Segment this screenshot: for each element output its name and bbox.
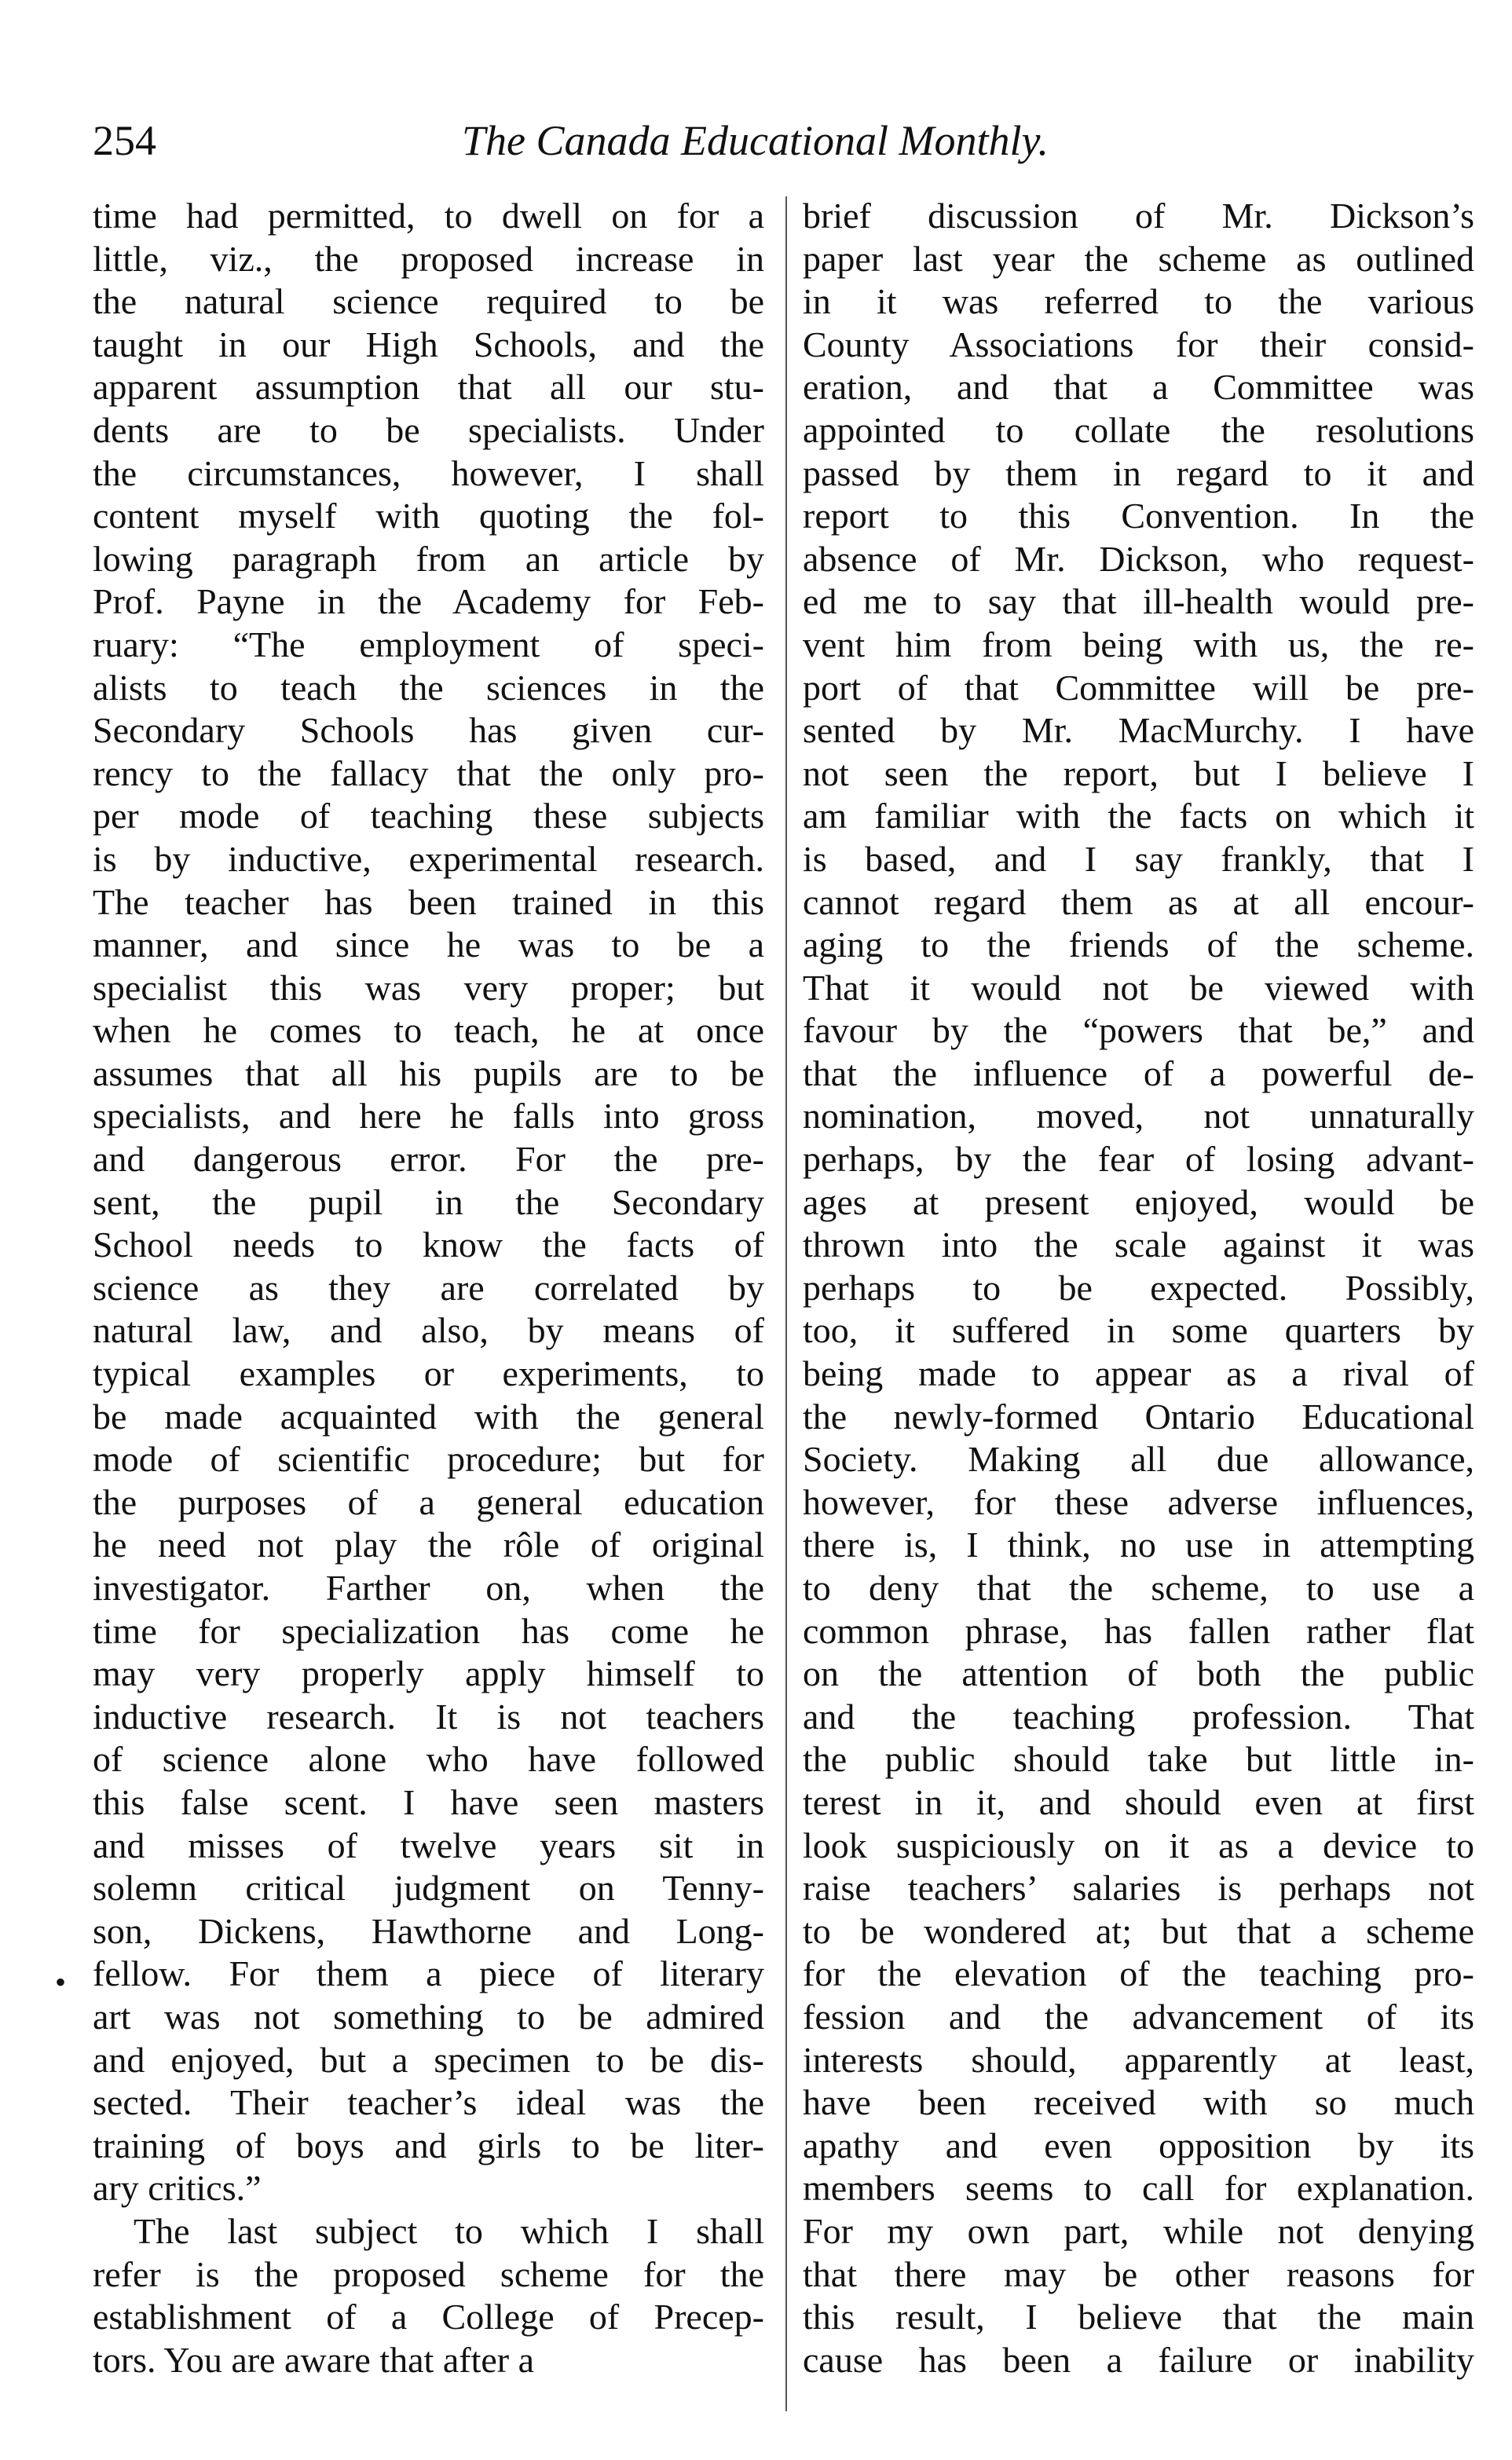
text-line: mode of scientific procedure; but for	[93, 1439, 764, 1480]
text-line: vent him from being with us, the re-	[803, 624, 1474, 664]
text-line: For my own part, while not denying	[803, 2210, 1474, 2251]
text-line: fession and the advancement of its	[803, 1996, 1474, 2037]
text-line: time for specialization has come he	[93, 1610, 764, 1651]
text-line: the public should take but little in-	[803, 1739, 1474, 1780]
text-line: natural law, and also, by means of	[93, 1310, 764, 1351]
text-line: perhaps to be expected. Possibly,	[803, 1267, 1474, 1308]
text-line: time had permitted, to dwell on for a	[93, 196, 764, 236]
text-line: of science alone who have followed	[93, 1739, 764, 1780]
text-line: apparent assumption that all our stu-	[93, 367, 764, 408]
text-line: have been received with so much	[803, 2082, 1474, 2123]
text-line: too, it suffered in some quarters by	[803, 1310, 1474, 1351]
text-line: is by inductive, experimental research.	[93, 838, 764, 879]
text-line: eration, and that a Committee was	[803, 367, 1474, 408]
text-line: to be wondered at; but that a scheme	[803, 1910, 1474, 1951]
text-line: this result, I believe that the main	[803, 2297, 1474, 2337]
text-line: per mode of teaching these subjects	[93, 796, 764, 836]
text-line: science as they are correlated by	[93, 1267, 764, 1308]
text-line: Society. Making all due allowance,	[803, 1439, 1474, 1480]
text-line: typical examples or experiments, to	[93, 1353, 764, 1394]
text-line: common phrase, has fallen rather flat	[803, 1610, 1474, 1651]
page-number: 254	[93, 117, 156, 164]
text-line: inductive research. It is not teachers	[93, 1696, 764, 1737]
text-line: the newly-formed Ontario Educational	[803, 1396, 1474, 1437]
text-line: that the influence of a powerful de-	[803, 1052, 1474, 1093]
text-line: alists to teach the sciences in the	[93, 667, 764, 708]
text-line: apathy and even opposition by its	[803, 2125, 1474, 2165]
text-line: in it was referred to the various	[803, 281, 1474, 322]
text-line: appointed to collate the resolutions	[803, 409, 1474, 450]
text-line: the natural science required to be	[93, 281, 764, 322]
text-line: ages at present enjoyed, would be	[803, 1181, 1474, 1222]
text-line: specialists, and here he falls into gross	[93, 1096, 764, 1137]
text-line: fellow. For them a piece of literary	[93, 1953, 764, 1994]
text-line: to deny that the scheme, to use a	[803, 1568, 1474, 1608]
text-line: That it would not be viewed with	[803, 967, 1474, 1008]
text-line: training of boys and girls to be liter-	[93, 2125, 764, 2165]
text-line: solemn critical judgment on Tenny-	[93, 1868, 764, 1909]
text-line: am familiar with the facts on which it	[803, 796, 1474, 836]
text-line: terest in it, and should even at first	[803, 1781, 1474, 1822]
margin-mark: •	[55, 1964, 67, 2000]
text-line: paper last year the scheme as outlined	[803, 238, 1474, 279]
text-line: this false scent. I have seen masters	[93, 1781, 764, 1822]
text-line: members seems to call for explanation.	[803, 2168, 1474, 2209]
text-line: cannot regard them as at all encour-	[803, 881, 1474, 922]
text-line: investigator. Farther on, when the	[93, 1568, 764, 1608]
text-line: and dangerous error. For the pre-	[93, 1139, 764, 1180]
text-line: and enjoyed, but a specimen to be dis-	[93, 2039, 764, 2080]
text-line: refer is the proposed scheme for the	[93, 2253, 764, 2294]
text-line: for the elevation of the teaching pro-	[803, 1953, 1474, 1994]
text-line: Secondary Schools has given cur-	[93, 710, 764, 751]
text-line: nomination, moved, not unnaturally	[803, 1096, 1474, 1137]
text-line: he need not play the rôle of original	[93, 1525, 764, 1565]
text-line: The teacher has been trained in this	[93, 881, 764, 922]
text-line: thrown into the scale against it was	[803, 1225, 1474, 1265]
text-line: when he comes to teach, he at once	[93, 1010, 764, 1051]
text-line: interests should, apparently at least,	[803, 2039, 1474, 2080]
text-line: School needs to know the facts of	[93, 1225, 764, 1265]
text-line: passed by them in regard to it and	[803, 452, 1474, 493]
text-line: sected. Their teacher’s ideal was the	[93, 2082, 764, 2123]
text-line: little, viz., the proposed increase in	[93, 238, 764, 279]
text-line: lowing paragraph from an article by	[93, 538, 764, 579]
text-line: son, Dickens, Hawthorne and Long-	[93, 1910, 764, 1951]
text-line: content myself with quoting the fol-	[93, 496, 764, 536]
text-line: Prof. Payne in the Academy for Feb-	[93, 581, 764, 622]
text-line: absence of Mr. Dickson, who request-	[803, 538, 1474, 579]
text-line: taught in our High Schools, and the	[93, 324, 764, 364]
text-line: specialist this was very proper; but	[93, 967, 764, 1008]
text-line: and the teaching profession. That	[803, 1696, 1474, 1737]
text-line: the circumstances, however, I shall	[93, 452, 764, 493]
text-line: there is, I think, no use in attempting	[803, 1525, 1474, 1565]
page-header	[93, 116, 1418, 179]
text-line: raise teachers’ salaries is perhaps not	[803, 1868, 1474, 1909]
text-line: ary critics.”	[93, 2168, 262, 2209]
text-line: is based, and I say frankly, that I	[803, 838, 1474, 879]
text-line: sented by Mr. MacMurchy. I have	[803, 710, 1474, 751]
text-line: rency to the fallacy that the only pro-	[93, 752, 764, 793]
text-line: ruary: “The employment of speci-	[93, 624, 764, 664]
text-line: ed me to say that ill-health would pre-	[803, 581, 1474, 622]
text-line: and misses of twelve years sit in	[93, 1825, 764, 1865]
left-text-column	[93, 195, 764, 2381]
text-line: being made to appear as a rival of	[803, 1353, 1474, 1394]
text-line: aging to the friends of the scheme.	[803, 924, 1474, 965]
text-line: sent, the pupil in the Secondary	[93, 1181, 764, 1222]
text-line: perhaps, by the fear of losing advant-	[803, 1139, 1474, 1180]
column-divider	[785, 196, 787, 2411]
text-line: look suspiciously on it as a device to	[803, 1825, 1474, 1865]
text-line: assumes that all his pupils are to be	[93, 1052, 764, 1093]
text-line: however, for these adverse influences,	[803, 1481, 1474, 1522]
text-line: brief discussion of Mr. Dickson’s	[803, 196, 1474, 236]
text-line: cause has been a failure or inability	[803, 2339, 1474, 2380]
running-title: The Canada Educational Monthly.	[462, 117, 1049, 164]
text-line: that there may be other reasons for	[803, 2253, 1474, 2294]
text-line: report to this Convention. In the	[803, 496, 1474, 536]
text-line: establishment of a College of Precep-	[93, 2297, 764, 2337]
text-line: County Associations for their consid-	[803, 324, 1474, 364]
text-line: dents are to be specialists. Under	[93, 409, 764, 450]
text-line: manner, and since he was to be a	[93, 924, 764, 965]
text-line: on the attention of both the public	[803, 1653, 1474, 1694]
text-line: art was not something to be admired	[93, 1996, 764, 2037]
text-line: favour by the “powers that be,” and	[803, 1010, 1474, 1051]
text-line: The last subject to which I shall	[134, 2210, 764, 2251]
text-line: the purposes of a general education	[93, 1481, 764, 1522]
text-line: be made acquainted with the general	[93, 1396, 764, 1437]
text-line: port of that Committee will be pre-	[803, 667, 1474, 708]
text-line: tors. You are aware that after a	[93, 2339, 534, 2380]
text-line: not seen the report, but I believe I	[803, 752, 1474, 793]
right-text-column	[803, 195, 1474, 2381]
text-line: may very properly apply himself to	[93, 1653, 764, 1694]
